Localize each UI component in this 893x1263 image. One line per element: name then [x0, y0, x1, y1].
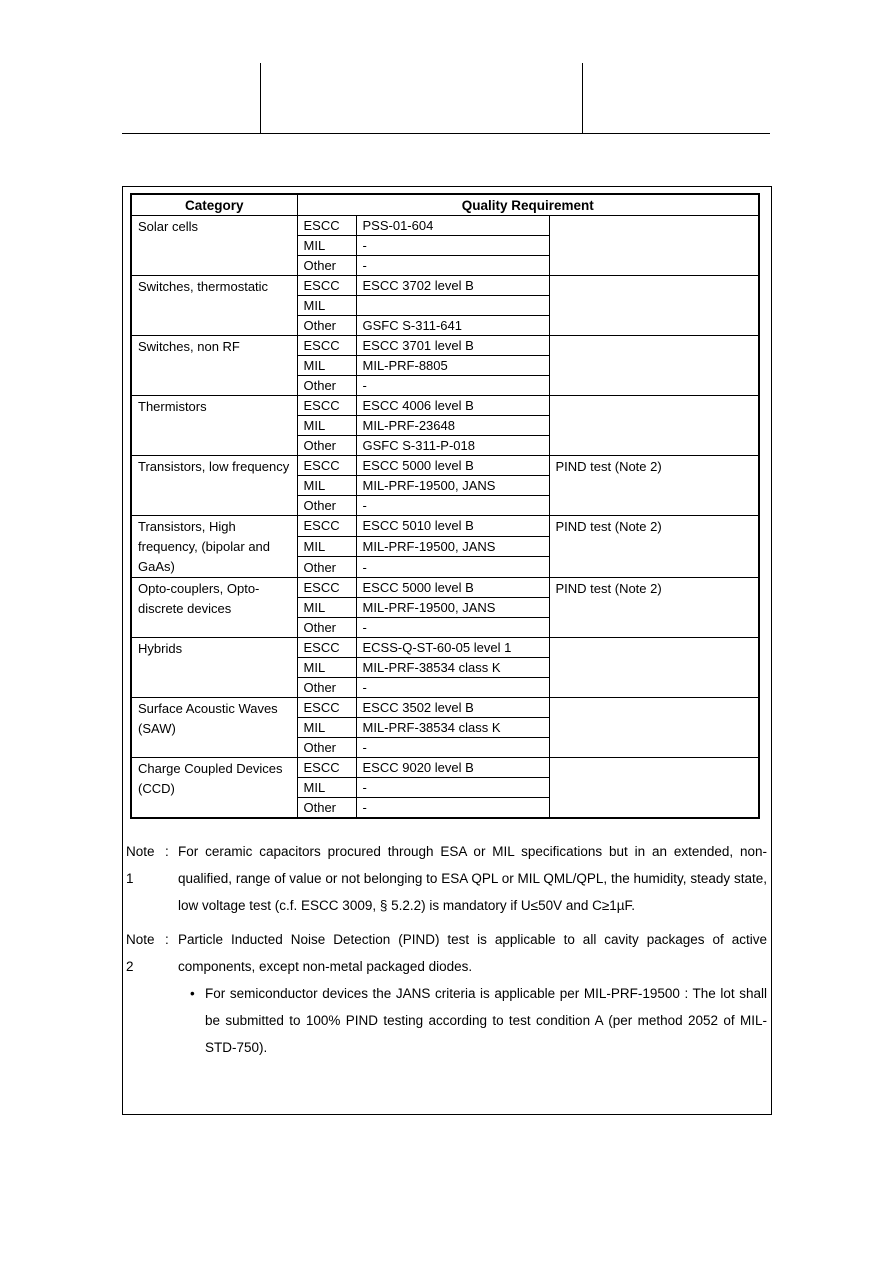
category-cell: Solar cells: [131, 216, 297, 276]
category-cell: Transistors, low frequency: [131, 456, 297, 516]
note-text: For ceramic capacitors procured through ESA or MIL specifications but in an extended, non-qualified, range of value or not belonging to ESA QPL or MIL QML/QPL, the humidity, steady state, low voltage test (c.f. ESCC 3009, § 5.2.2) is mandatory if U≤50V and C≥1µF.: [178, 844, 767, 913]
table-fragment-column-divider: [260, 63, 261, 133]
table-row: [131, 336, 759, 356]
spec-type-cell: ESCC: [297, 216, 356, 236]
spec-type-cell: Other: [297, 798, 356, 819]
table-row: [131, 638, 759, 658]
note-cell: PIND test (Note 2): [549, 456, 759, 516]
spec-type-cell: MIL: [297, 658, 356, 678]
note-cell: [549, 698, 759, 758]
spec-value-cell: ECSS-Q-ST-60-05 level 1: [356, 638, 549, 658]
category-cell: Surface Acoustic Waves (SAW): [131, 698, 297, 758]
spec-type-cell: MIL: [297, 236, 356, 256]
note-block: [126, 926, 767, 1061]
previous-page-table-fragment: [122, 63, 770, 134]
notes-section: [126, 838, 767, 1068]
note-colon: :: [165, 844, 169, 859]
note-cell: [549, 638, 759, 698]
spec-value-cell: MIL-PRF-38534 class K: [356, 718, 549, 738]
spec-type-cell: MIL: [297, 416, 356, 436]
note-colon: :: [165, 932, 169, 947]
table-row: [131, 396, 759, 416]
spec-type-cell: MIL: [297, 718, 356, 738]
quality-requirements-table: [130, 193, 760, 819]
spec-value-cell: GSFC S-311-641: [356, 316, 549, 336]
spec-value-cell: ESCC 5000 level B: [356, 456, 549, 476]
table-row: [131, 216, 759, 236]
spec-value-cell: ESCC 4006 level B: [356, 396, 549, 416]
spec-type-cell: Other: [297, 557, 356, 578]
spec-value-cell: ESCC 3702 level B: [356, 276, 549, 296]
spec-type-cell: MIL: [297, 778, 356, 798]
spec-value-cell: -: [356, 618, 549, 638]
table-row: [131, 276, 759, 296]
spec-value-cell: MIL-PRF-19500, JANS: [356, 536, 549, 557]
spec-type-cell: MIL: [297, 598, 356, 618]
spec-type-cell: ESCC: [297, 698, 356, 718]
note-bullet-item: [190, 980, 767, 1061]
spec-value-cell: -: [356, 557, 549, 578]
bullet-text: For semiconductor devices the JANS criteria is applicable per MIL-PRF-19500 : The lot shall be submitted to 100% PIND testing according to test condition A (per method 2052 of MIL-STD-750).: [205, 986, 767, 1055]
spec-value-cell: -: [356, 798, 549, 819]
spec-type-cell: MIL: [297, 476, 356, 496]
spec-type-cell: Other: [297, 256, 356, 276]
spec-type-cell: ESCC: [297, 638, 356, 658]
spec-type-cell: Other: [297, 376, 356, 396]
note-cell: [549, 758, 759, 819]
spec-value-cell: MIL-PRF-19500, JANS: [356, 476, 549, 496]
quality-requirement-column-header: Quality Requirement: [297, 194, 759, 216]
category-column-header: Category: [131, 194, 297, 216]
spec-value-cell: ESCC 5000 level B: [356, 578, 549, 598]
spec-value-cell: ESCC 3701 level B: [356, 336, 549, 356]
spec-type-cell: MIL: [297, 296, 356, 316]
spec-value-cell: -: [356, 256, 549, 276]
spec-value-cell: ESCC 9020 level B: [356, 758, 549, 778]
spec-value-cell: ESCC 3502 level B: [356, 698, 549, 718]
spec-value-cell: GSFC S-311-P-018: [356, 436, 549, 456]
spec-type-cell: MIL: [297, 536, 356, 557]
spec-value-cell: MIL-PRF-23648: [356, 416, 549, 436]
content-box: [122, 186, 772, 1115]
spec-value-cell: -: [356, 496, 549, 516]
note-block: [126, 838, 767, 919]
category-cell: Hybrids: [131, 638, 297, 698]
spec-value-cell: PSS-01-604: [356, 216, 549, 236]
spec-type-cell: MIL: [297, 356, 356, 376]
table-fragment-column-divider: [582, 63, 583, 133]
spec-value-cell: MIL-PRF-19500, JANS: [356, 598, 549, 618]
spec-value-cell: MIL-PRF-38534 class K: [356, 658, 549, 678]
note-cell: [549, 396, 759, 456]
spec-value-cell: ESCC 5010 level B: [356, 516, 549, 537]
spec-value-cell: -: [356, 376, 549, 396]
category-cell: Thermistors: [131, 396, 297, 456]
spec-type-cell: Other: [297, 436, 356, 456]
note-cell: [549, 216, 759, 276]
spec-type-cell: ESCC: [297, 578, 356, 598]
note-cell: PIND test (Note 2): [549, 578, 759, 638]
table-row: [131, 698, 759, 718]
spec-type-cell: ESCC: [297, 758, 356, 778]
spec-type-cell: ESCC: [297, 516, 356, 537]
note-label: Note 1: [126, 844, 155, 886]
note-body: [178, 926, 767, 1061]
table-row: [131, 456, 759, 476]
category-cell: Charge Coupled Devices (CCD): [131, 758, 297, 819]
spec-type-cell: Other: [297, 496, 356, 516]
table-header-row: [131, 194, 759, 216]
note-text: Particle Inducted Noise Detection (PIND) test is applicable to all cavity packages of active components, except non-metal packaged diodes.: [178, 932, 767, 974]
spec-value-cell: -: [356, 678, 549, 698]
spec-type-cell: Other: [297, 618, 356, 638]
spec-value-cell: -: [356, 738, 549, 758]
spec-type-cell: Other: [297, 738, 356, 758]
note-cell: [549, 336, 759, 396]
table-row: [131, 758, 759, 778]
spec-type-cell: Other: [297, 678, 356, 698]
spec-type-cell: ESCC: [297, 276, 356, 296]
note-body: [178, 838, 767, 919]
note-cell: [549, 276, 759, 336]
table-row: [131, 516, 759, 537]
spec-value-cell: -: [356, 778, 549, 798]
table-row: [131, 578, 759, 598]
spec-value-cell: -: [356, 236, 549, 256]
note-label: Note 2: [126, 932, 155, 974]
spec-type-cell: Other: [297, 316, 356, 336]
spec-type-cell: ESCC: [297, 336, 356, 356]
category-cell: Switches, non RF: [131, 336, 297, 396]
category-cell: Opto-couplers, Opto-discrete devices: [131, 578, 297, 638]
category-cell: Transistors, High frequency, (bipolar and GaAs): [131, 516, 297, 578]
note-cell: PIND test (Note 2): [549, 516, 759, 578]
category-cell: Switches, thermostatic: [131, 276, 297, 336]
spec-type-cell: ESCC: [297, 396, 356, 416]
bullet-marker: •: [190, 986, 195, 1001]
spec-type-cell: ESCC: [297, 456, 356, 476]
spec-value-cell: [356, 296, 549, 316]
spec-value-cell: MIL-PRF-8805: [356, 356, 549, 376]
